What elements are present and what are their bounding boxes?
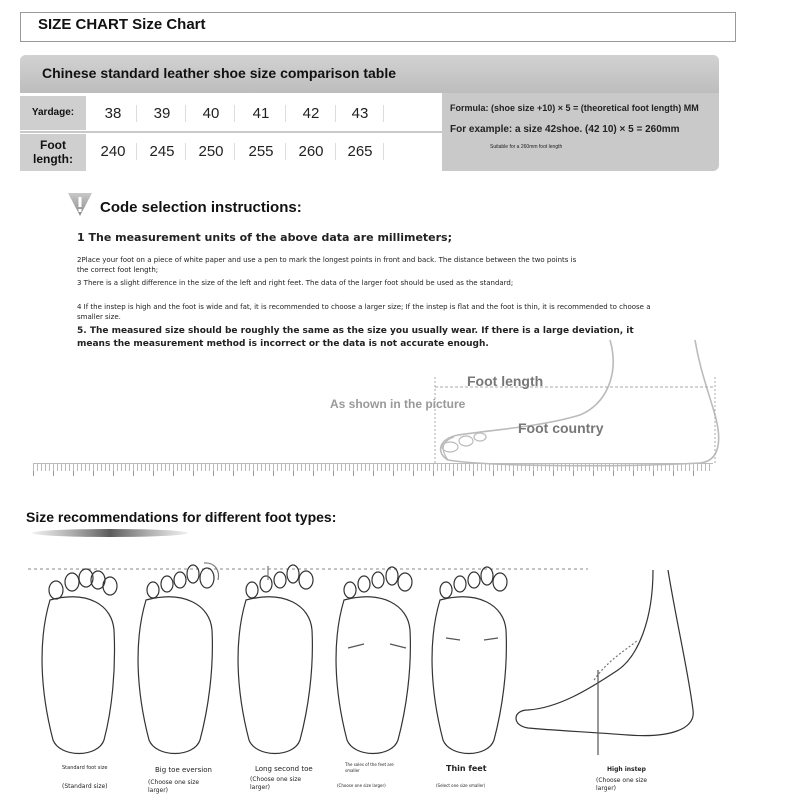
foot-length-text: Foot length — [467, 373, 544, 389]
foot-standard — [42, 569, 117, 754]
sub-bunion: (Choose one size larger) — [148, 779, 200, 794]
instruction-2: 2Place your foot on a piece of white paper and use a pen to mark the longest points in front and back. The distance between the two points is the correct foot length; — [77, 256, 577, 274]
sub-high-instep: (Choose one size larger) — [596, 777, 648, 792]
size-cell: 40 — [188, 105, 235, 122]
sub-long-toe: (Choose one size larger) — [250, 776, 302, 791]
foot-label-line2: length: — [33, 152, 73, 166]
shown-text: As shown in the picture — [330, 397, 466, 411]
ruler — [33, 463, 713, 478]
instruction-5: 5. The measured size should be roughly the same as the size you usually wear. If there is a large deviation, it means the measurement method is incorrect or the data is not accurate enough. — [77, 326, 634, 349]
title-shadow — [30, 528, 190, 538]
note-text: Suitable for a 260mm foot length — [490, 144, 563, 150]
caption-thin: Thin feet — [446, 764, 487, 773]
yardage-label: Yardage: — [20, 96, 86, 130]
caption-high-instep: High instep — [607, 766, 646, 773]
length-cell: 240 — [90, 143, 137, 160]
instruction-1: 1 The measurement units of the above data are millimeters; — [77, 231, 452, 244]
size-cell: 43 — [337, 105, 384, 122]
instruction-3: 3 There is a slight difference in the size of the left and right feet. The data of the larger foot should be used as the standard; — [77, 279, 514, 287]
caption-narrow-sole: The soles of the feet are smaller — [345, 762, 394, 773]
foot-narrow-sole — [336, 567, 412, 754]
length-cell: 265 — [337, 143, 384, 160]
length-cell: 250 — [188, 143, 235, 160]
sub-thin: (Select one size smaller) — [436, 783, 486, 788]
foot-long-second-toe — [238, 565, 313, 754]
sub-narrow-sole: (Choose one size larger) — [337, 783, 386, 788]
length-cell: 245 — [139, 143, 186, 160]
foot-label-line1: Foot — [40, 138, 66, 152]
caption-standard: Standard foot size — [62, 765, 108, 771]
size-cell: 42 — [287, 105, 336, 122]
page-title: SIZE CHART Size Chart — [38, 16, 206, 33]
foot-bunion — [138, 563, 218, 754]
foot-types-diagram — [28, 560, 758, 780]
row-divider — [20, 131, 442, 133]
foot-country-text: Foot country — [518, 420, 604, 436]
caption-bunion: Big toe eversion — [155, 766, 212, 774]
table-title: Chinese standard leather shoe size comparison table — [42, 65, 396, 81]
sub-standard: (Standard size) — [62, 783, 108, 790]
foot-side-diagram — [430, 335, 730, 475]
size-cell: 39 — [139, 105, 186, 122]
length-cell: 255 — [237, 143, 286, 160]
section-title: Code selection instructions: — [100, 199, 302, 216]
foot-length-label — [20, 134, 86, 171]
example-text: For example: a size 42shoe. (42 10) × 5 = 260mm — [450, 124, 680, 135]
size-cell: 38 — [90, 105, 137, 122]
foot-high-instep — [516, 570, 693, 755]
recommendations-title: Size recommendations for different foot types: — [26, 509, 337, 525]
formula-text: Formula: (shoe size +10) × 5 = (theoretical foot length) MM — [450, 103, 699, 113]
length-cell: 260 — [287, 143, 336, 160]
warning-icon — [66, 190, 94, 218]
size-cell: 41 — [237, 105, 286, 122]
foot-thin — [432, 567, 507, 754]
instruction-4: 4 If the instep is high and the foot is wide and fat, it is recommended to choose a larger size; If the instep is flat and the foot is thin, it is recommended to choose a smaller size. — [77, 303, 651, 321]
caption-long-toe: Long second toe — [255, 765, 313, 773]
